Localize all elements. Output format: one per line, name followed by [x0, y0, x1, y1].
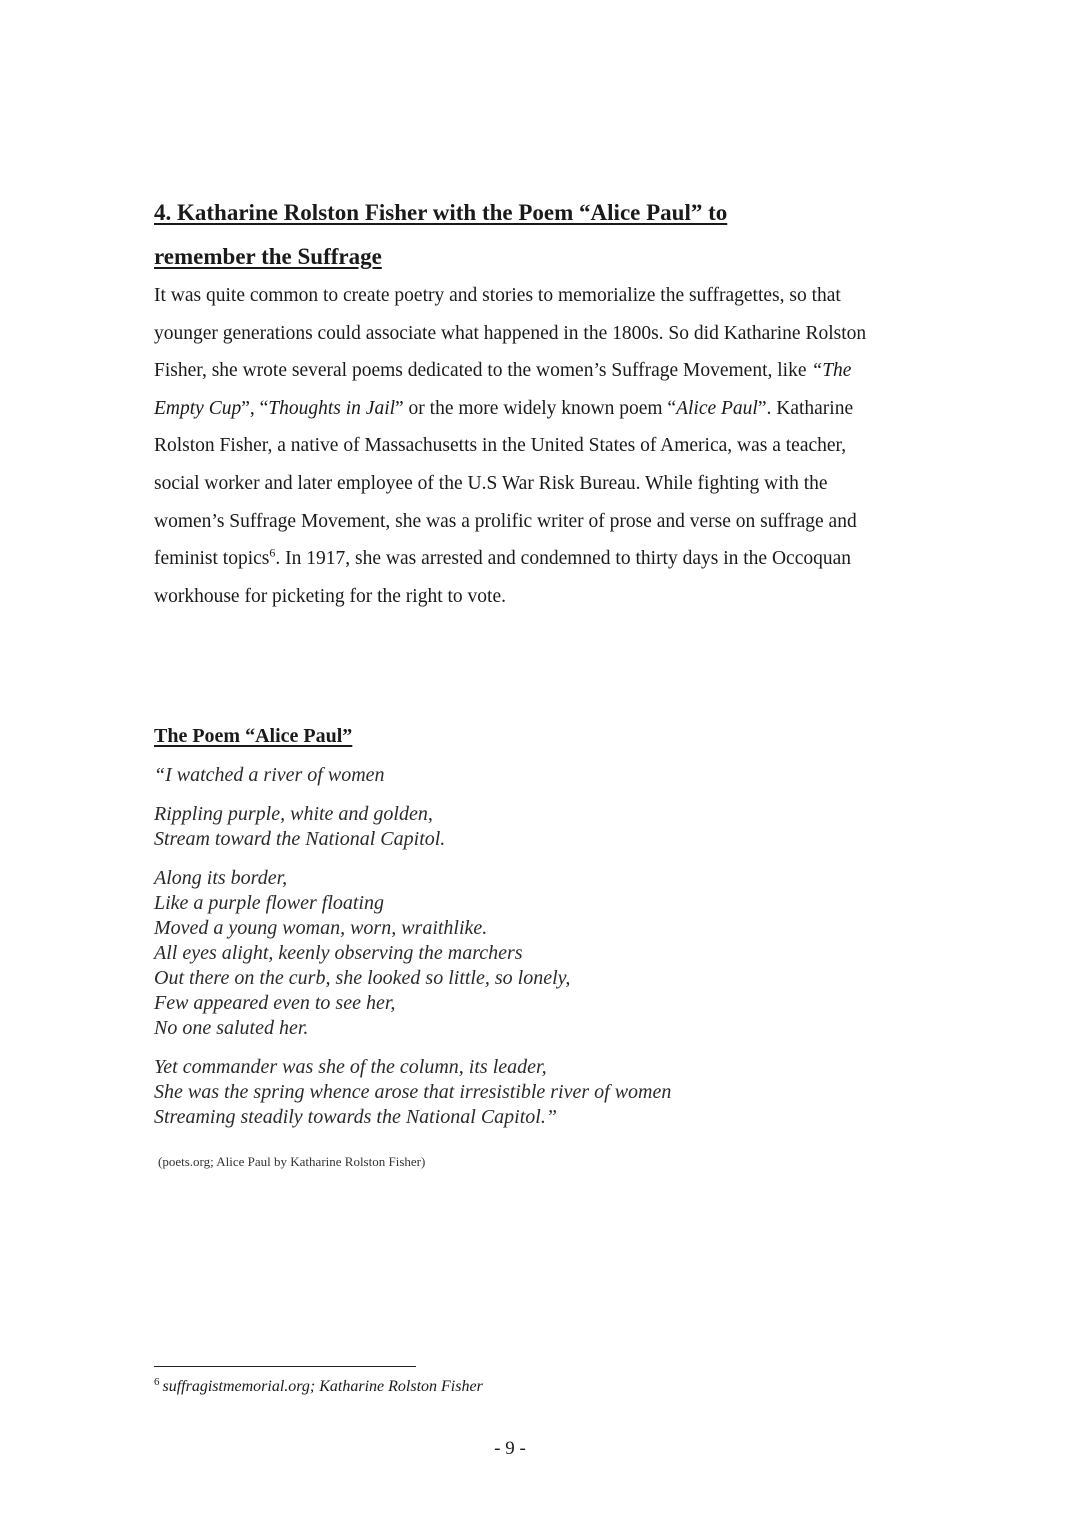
poem-heading: The Poem “Alice Paul”	[154, 725, 353, 747]
poem-line: Yet commander was she of the column, its leader,	[154, 1056, 547, 1078]
body-text-part-4: ”. Katharine Rolston Fisher, a native of Massachusetts in the United States of America, was a teacher, social worker and later employee of the U.S War Risk Bureau. While fighting with the women’s Suffrage Movement, she was a prolific writer of prose and verse on suffrage and feminist topics	[154, 397, 857, 570]
footnote-mark: 6	[154, 1375, 160, 1388]
poem-line: Streaming steadily towards the National Capitol.”	[154, 1106, 557, 1128]
poem-line: Stream toward the National Capitol.	[154, 828, 446, 850]
poem-stanza	[154, 762, 914, 788]
poem-line: She was the spring whence arose that irresistible river of women	[154, 1081, 672, 1103]
footnote	[154, 1375, 483, 1396]
title-the-empty-cup: “The Empty Cup	[154, 360, 852, 419]
body-text-part-3: ” or the more widely known poem “	[395, 397, 677, 419]
footnote-text: suffragistmemorial.org; Katharine Rolston Fisher	[162, 1378, 483, 1395]
body-paragraph	[154, 277, 894, 615]
footnote-reference: 6	[269, 545, 276, 560]
poem-line: No one saluted her.	[154, 1017, 309, 1039]
page-number: - 9 -	[494, 1438, 526, 1459]
poem-line: Few appeared even to see her,	[154, 992, 396, 1014]
poem-line: Out there on the curb, she looked so little, so lonely,	[154, 967, 571, 989]
body-text-part-5: . In 1917, she was arrested and condemned to thirty days in the Occoquan workhouse for picketing for the right to vote.	[154, 548, 852, 607]
body-text-part-1: It was quite common to create poetry and stories to memorialize the suffragettes, so that younger generations could associate what happened in the 1800s. So did Katharine Rolston Fisher, she wrote several poems dedicated to the women’s Suffrage Movement, like	[154, 285, 867, 382]
poem-line: Along its border,	[154, 867, 288, 889]
poem-text	[154, 762, 914, 1144]
poem-line: Like a purple flower floating	[154, 892, 384, 914]
poem-stanza	[154, 866, 914, 1041]
section-heading	[154, 191, 914, 279]
poem-line: Moved a young woman, worn, wraithlike.	[154, 917, 488, 939]
poem-stanza	[154, 1055, 914, 1130]
poem-line: Rippling purple, white and golden,	[154, 803, 433, 825]
title-alice-paul: Alice Paul	[676, 397, 758, 419]
section-heading-line-1: 4. Katharine Rolston Fisher with the Poem “Alice Paul” to	[154, 200, 728, 225]
poem-source: (poets.org; Alice Paul by Katharine Rolston Fisher)	[158, 1154, 426, 1169]
poem-stanza	[154, 802, 914, 852]
section-heading-line-2: remember the Suffrage	[154, 244, 382, 269]
poem-line: All eyes alight, keenly observing the marchers	[154, 942, 523, 964]
poem-line: “I watched a river of women	[154, 764, 385, 786]
footnote-divider	[154, 1366, 416, 1367]
body-text-part-2: ”, “	[241, 397, 269, 419]
title-thoughts-in-jail: Thoughts in Jail	[268, 397, 396, 419]
